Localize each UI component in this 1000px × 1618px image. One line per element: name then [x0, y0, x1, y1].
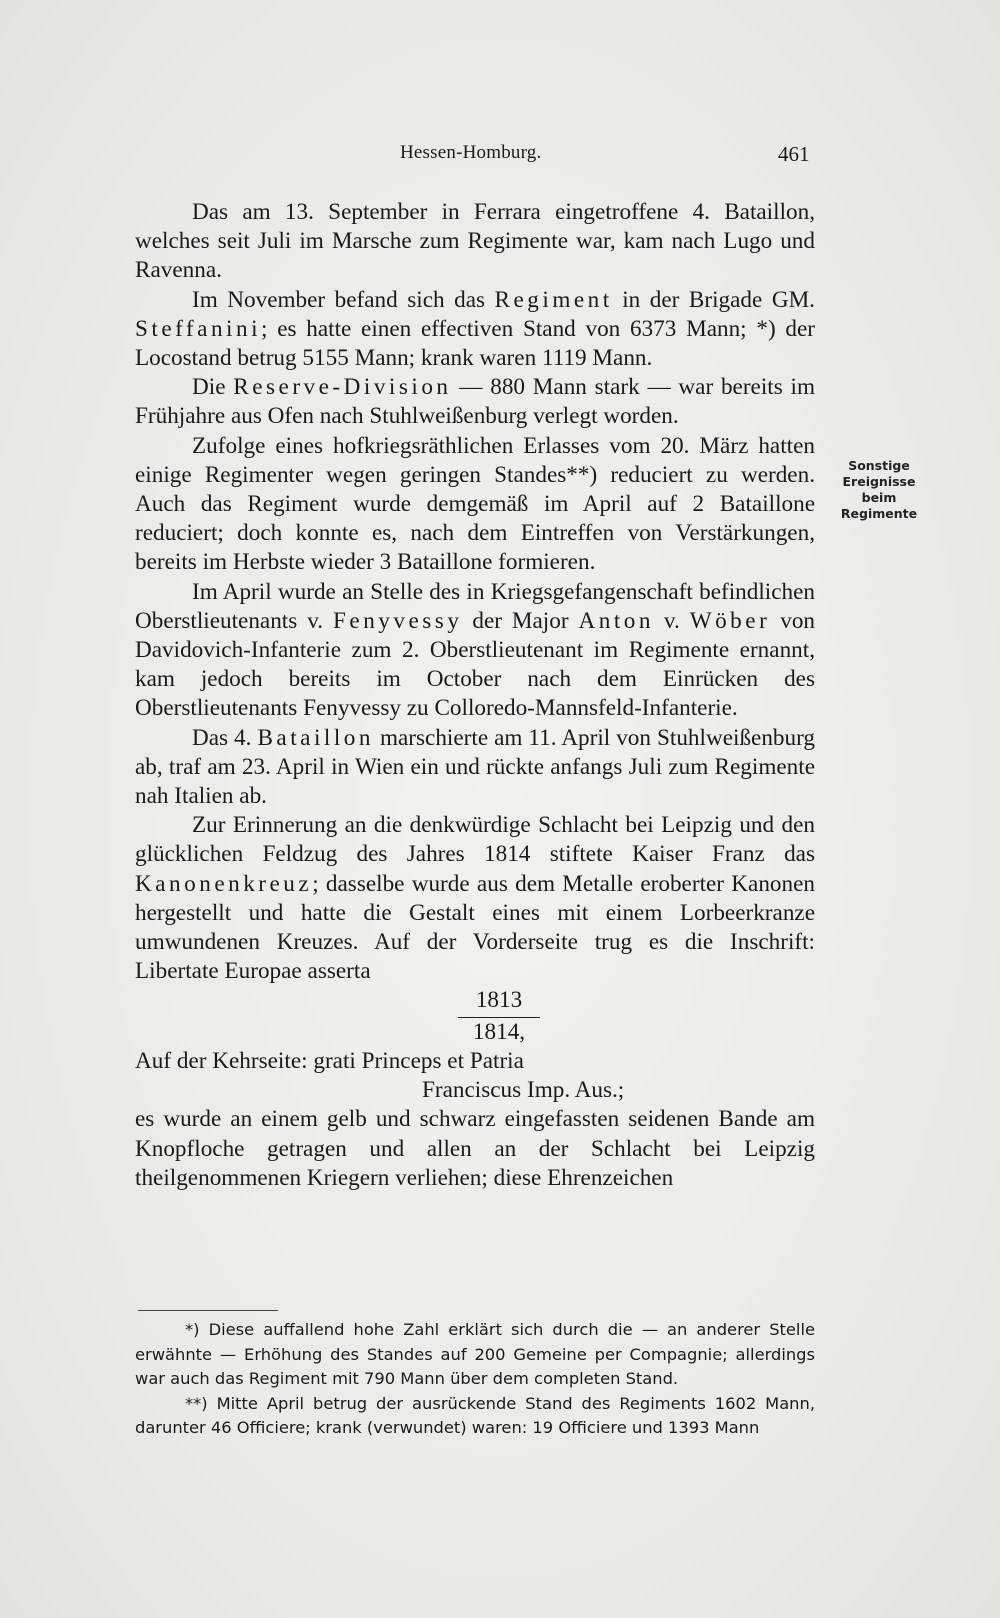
- text-run: v.: [653, 607, 690, 634]
- text-run: Das 4.: [192, 724, 258, 751]
- margin-note: [824, 458, 934, 522]
- text-run: ; dasselbe wurde aus dem Metalle eroberter Kanonen hergestellt und hatte die Gestalt eines mit einem Lorbeerkranze umwundenen Kreuzes. Auf der Vorderseite trug es die Inschrift: Libertate Europae asserta: [135, 870, 815, 985]
- paragraph: Auf der Kehrseite: grati Princeps et Patria: [135, 1047, 524, 1074]
- spaced-name: Anton: [578, 607, 654, 634]
- margin-note-line: Regimente: [840, 506, 918, 521]
- spaced-name: Wöber: [689, 607, 771, 634]
- year-denominator: 1814,: [472, 1018, 526, 1045]
- footnote: **) Mitte April betrug der ausrückende Stand des Regiments 1602 Mann, darunter 46 Officiere; krank (verwundet) waren: 19 Officiere und 1393 Mann: [135, 1393, 815, 1437]
- spaced-word: Regiment: [494, 286, 613, 313]
- paragraph: es wurde an einem gelb und schwarz eingefassten seidenen Bande am Knopfloche getragen und allen an der Schlacht bei Leipzig theilgenommenen Kriegern verliehen; diese Ehrenzeichen: [135, 1106, 815, 1191]
- text-run: Die: [192, 374, 234, 401]
- text-run: ; es hatte einen effectiven Stand von 6373 Mann; *) der Locostand betrug 5155 Mann; krank waren 1119 Mann.: [135, 315, 815, 372]
- spaced-word: Reserve-Division: [233, 374, 452, 401]
- text-run: Zur Erinnerung an die denkwürdige Schlacht bei Leipzig und den glücklichen Feldzug des Jahres 1814 stiftete Kaiser Franz das: [135, 812, 815, 868]
- margin-note-line: Sonstige: [848, 458, 910, 473]
- page-number: 461: [778, 142, 810, 166]
- paragraph: [135, 286, 815, 374]
- text-run: marschierte am 11. April von Stuhlweißenburg ab, traf am 23. April in Wien ein und rückte anfangs Juli zum Regimente nah Italien ab.: [135, 724, 816, 810]
- spaced-name: Fenyvessy: [333, 607, 463, 634]
- inscription-line: Franciscus Imp. Aus.;: [422, 1077, 625, 1104]
- paragraph: [135, 811, 815, 986]
- text-run: in der Brigade GM.: [612, 286, 815, 313]
- main-text: [135, 198, 815, 1193]
- paragraph: Zufolge eines hofkriegsräthlichen Erlasses vom 20. März hatten einige Regimenter wegen geringen Standes**) reduciert zu werden. Auch das Regiment wurde demgemäß im April auf 2 Bataillone reduciert; doch konnte es, nach dem Eintreffen von Verstärkungen, bereits im Herbste wieder 3 Bataillone formieren.: [135, 432, 815, 576]
- text-run: der Major: [462, 607, 579, 634]
- paragraph: [135, 724, 815, 812]
- paragraph: [135, 578, 815, 724]
- text-run: Im April wurde an Stelle des in Kriegsgefangenschaft befindlichen Oberstlieutenants v.: [135, 578, 815, 634]
- spaced-word: Kanonenkreuz: [135, 870, 313, 897]
- year-numerator: 1813: [458, 986, 540, 1017]
- footnote-rule: [138, 1310, 278, 1311]
- inscription-years: [438, 986, 540, 1046]
- margin-note-line: Ereignisse beim: [842, 474, 916, 505]
- text-run: — 880 Mann stark — war bereits im Frühjahre aus Ofen nach Stuhlweißenburg verlegt worden.: [135, 374, 815, 430]
- running-header: Hessen-Homburg.: [400, 142, 542, 163]
- footnotes: [135, 1318, 815, 1441]
- text-run: von Davidovich-Infanterie zum 2. Oberstlieutenant im Regimente ernannt, kam jedoch bereits im October nach dem Einrücken des Oberstlieutenants Fenyvessy zu Colloredo-Mannsfeld-Infanterie.: [135, 607, 816, 722]
- paragraph: [135, 373, 815, 431]
- spaced-name: Steffanini: [135, 315, 262, 342]
- text-run: Im November befand sich das: [192, 286, 495, 313]
- paragraph: Das am 13. September in Ferrara eingetroffene 4. Bataillon, welches seit Juli im Marsche zum Regimente war, kam nach Lugo und Ravenna.: [135, 199, 815, 284]
- footnote: *) Diese auffallend hohe Zahl erklärt sich durch die — an anderer Stelle erwähnte — Erhöhung des Standes auf 200 Gemeine per Compagnie; allerdings war auch das Regiment mit 790 Mann über dem completen Stand.: [135, 1320, 815, 1388]
- spaced-word: Bataillon: [257, 724, 374, 751]
